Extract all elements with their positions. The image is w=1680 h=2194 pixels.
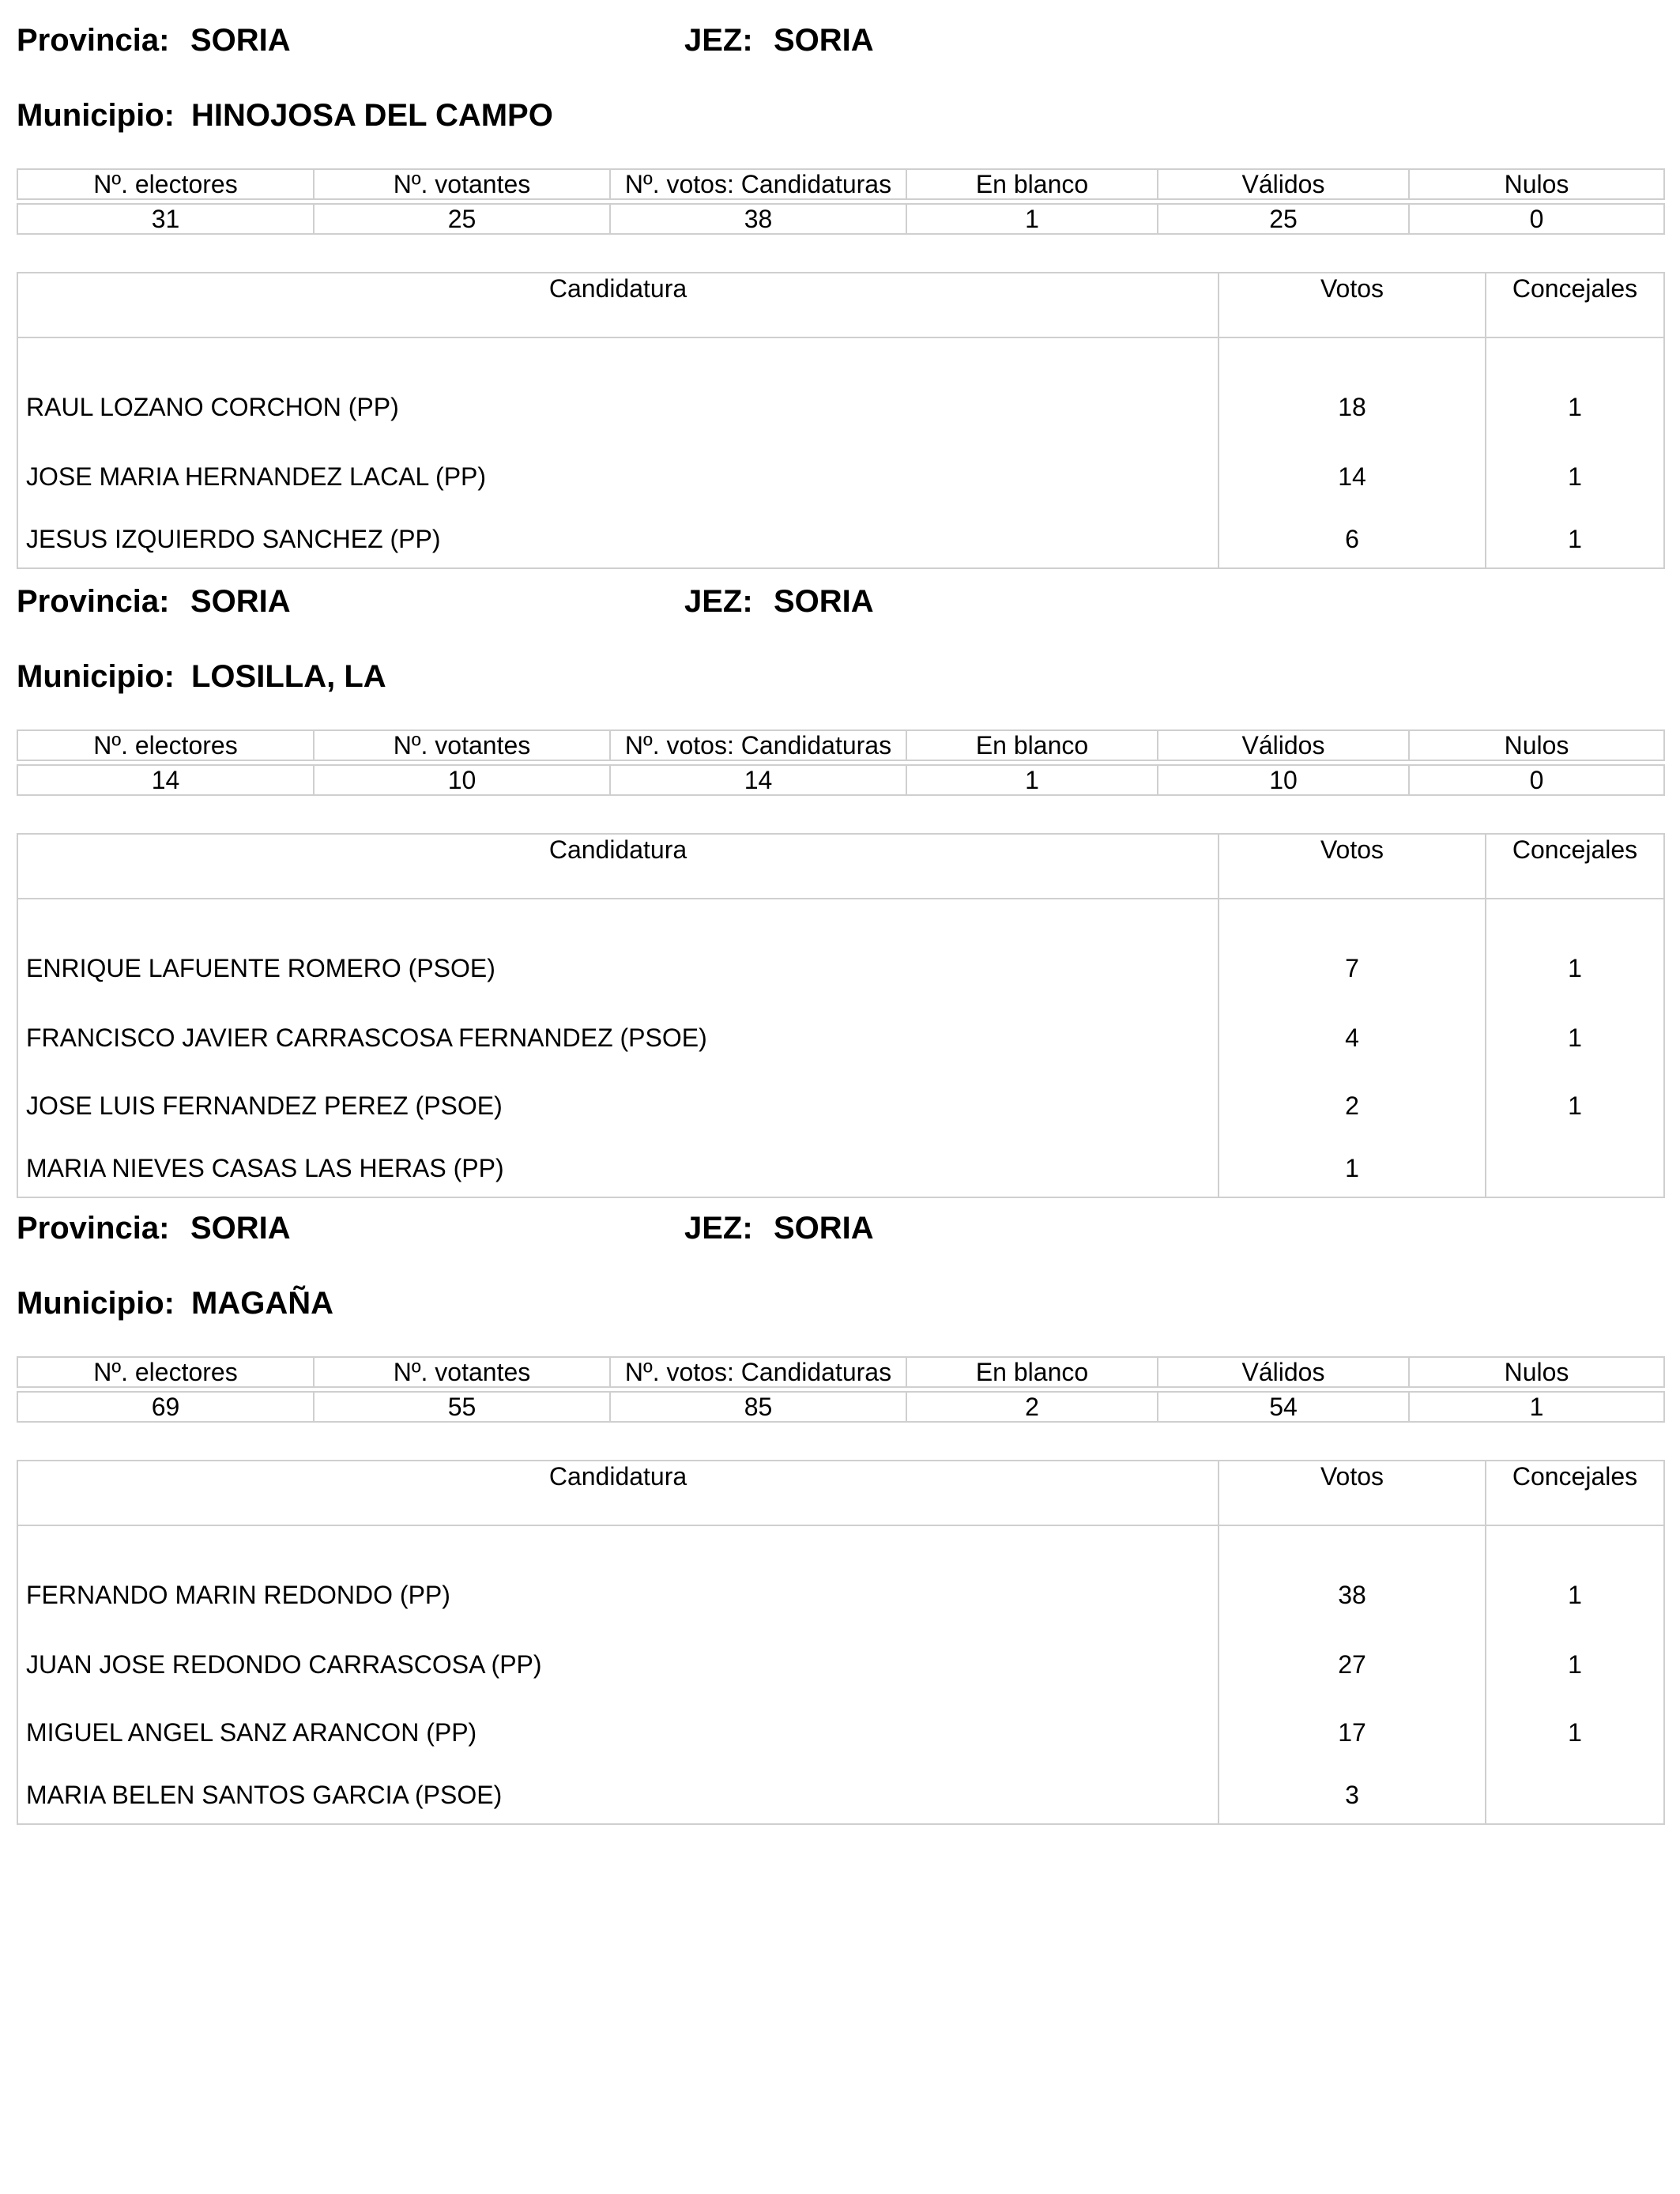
stat-value: 1 [906,765,1158,795]
candidates-table [17,833,1665,1198]
candidatura-header: Candidatura [17,834,1219,899]
candidate-concejales: 1 [1486,511,1664,568]
provincia-value: SORIA [190,1211,291,1246]
jez-value: SORIA [774,1211,874,1246]
stat-value: 2 [906,1392,1158,1422]
municipio-value: LOSILLA, LA [191,659,386,694]
stat-header: Nulos [1409,730,1664,760]
candidate-votos: 27 [1219,1630,1486,1698]
stat-value: 14 [610,765,906,795]
candidate-row [17,511,1664,568]
candidate-concejales: 1 [1486,1004,1664,1072]
candidate-name: FRANCISCO JAVIER CARRASCOSA FERNANDEZ (PSOE) [17,1004,1219,1072]
municipality-section [17,561,1663,1198]
stat-header: Nº. electores [17,169,314,199]
municipio-label: Municipio: [17,659,175,694]
stat-value: 10 [1158,765,1409,795]
jez-value: SORIA [774,584,874,619]
candidate-votos: 6 [1219,511,1486,568]
stat-value: 10 [314,765,610,795]
candidate-row [17,1072,1664,1140]
candidate-row [17,1766,1664,1824]
candidate-row [17,1004,1664,1072]
stats-value-row [17,204,1664,234]
candidate-name: ENRIQUE LAFUENTE ROMERO (PSOE) [17,899,1219,1004]
stat-value: 55 [314,1392,610,1422]
stat-header: Nº. votantes [314,169,610,199]
votos-header: Votos [1219,273,1486,337]
stat-header: Nº. votos: Candidaturas [610,730,906,760]
candidates-header-row [17,834,1664,899]
concejales-header: Concejales [1486,1461,1664,1525]
stat-value: 25 [1158,204,1409,234]
section-header [17,0,1663,150]
stats-header-row [17,1357,1664,1387]
stat-header: En blanco [906,730,1158,760]
municipality-section [17,0,1663,569]
candidate-name: MARIA BELEN SANTOS GARCIA (PSOE) [17,1766,1219,1824]
stat-value: 31 [17,204,314,234]
candidate-votos: 14 [1219,443,1486,511]
candidate-row [17,443,1664,511]
stat-value: 85 [610,1392,906,1422]
concejales-header: Concejales [1486,834,1664,899]
jez-label: JEZ: [684,1211,753,1246]
candidate-concejales: 1 [1486,443,1664,511]
stat-value: 25 [314,204,610,234]
provincia-value: SORIA [190,23,291,58]
candidate-votos: 38 [1219,1525,1486,1630]
municipio-label: Municipio: [17,1286,175,1321]
candidate-concejales: 1 [1486,899,1664,1004]
provincia-label: Provincia: [17,1211,170,1246]
stats-value-row [17,1392,1664,1422]
candidate-votos: 18 [1219,337,1486,443]
candidatura-header: Candidatura [17,1461,1219,1525]
stat-value: 0 [1409,204,1664,234]
stat-value: 69 [17,1392,314,1422]
stats-header-row [17,169,1664,199]
candidate-concejales: 1 [1486,337,1664,443]
stat-header: En blanco [906,1357,1158,1387]
jez-label: JEZ: [684,23,753,58]
candidate-concejales: 1 [1486,1525,1664,1630]
candidate-name: RAUL LOZANO CORCHON (PP) [17,337,1219,443]
municipio-label: Municipio: [17,98,175,133]
stat-value: 1 [906,204,1158,234]
stat-header: Nulos [1409,1357,1664,1387]
stats-value-row [17,765,1664,795]
concejales-header: Concejales [1486,273,1664,337]
candidate-name: FERNANDO MARIN REDONDO (PP) [17,1525,1219,1630]
candidate-votos: 7 [1219,899,1486,1004]
candidate-concejales: 1 [1486,1072,1664,1140]
provincia-label: Provincia: [17,584,170,619]
candidate-name: JUAN JOSE REDONDO CARRASCOSA (PP) [17,1630,1219,1698]
candidate-name: JOSE MARIA HERNANDEZ LACAL (PP) [17,443,1219,511]
candidate-name: MIGUEL ANGEL SANZ ARANCON (PP) [17,1698,1219,1766]
stat-header: Nº. electores [17,1357,314,1387]
municipality-section [17,1188,1663,1825]
stat-header: Válidos [1158,730,1409,760]
section-header [17,561,1663,711]
votos-header: Votos [1219,1461,1486,1525]
votos-header: Votos [1219,834,1486,899]
candidate-concejales: 1 [1486,1630,1664,1698]
candidates-header-row [17,273,1664,337]
stat-header: Nº. votantes [314,1357,610,1387]
stat-value: 38 [610,204,906,234]
candidates-header-row [17,1461,1664,1525]
candidate-row [17,1525,1664,1630]
stats-table [17,729,1665,796]
candidate-concejales: 1 [1486,1698,1664,1766]
stat-header: Nulos [1409,169,1664,199]
stat-header: Nº. votos: Candidaturas [610,169,906,199]
stat-value: 54 [1158,1392,1409,1422]
stat-header: Válidos [1158,169,1409,199]
candidate-name: MARIA NIEVES CASAS LAS HERAS (PP) [17,1140,1219,1197]
stat-header: En blanco [906,169,1158,199]
jez-label: JEZ: [684,584,753,619]
stat-value: 1 [1409,1392,1664,1422]
section-header [17,1188,1663,1338]
stat-header: Nº. votos: Candidaturas [610,1357,906,1387]
candidate-votos: 4 [1219,1004,1486,1072]
candidates-table [17,272,1665,569]
jez-value: SORIA [774,23,874,58]
candidate-votos: 2 [1219,1072,1486,1140]
stats-header-row [17,730,1664,760]
stat-value: 14 [17,765,314,795]
provincia-value: SORIA [190,584,291,619]
stat-value: 0 [1409,765,1664,795]
candidates-table [17,1460,1665,1825]
candidate-row [17,1630,1664,1698]
stat-header: Válidos [1158,1357,1409,1387]
candidate-votos: 3 [1219,1766,1486,1824]
stat-header: Nº. votantes [314,730,610,760]
municipio-value: HINOJOSA DEL CAMPO [191,98,553,133]
candidate-concejales [1486,1766,1664,1824]
candidate-name: JESUS IZQUIERDO SANCHEZ (PP) [17,511,1219,568]
stat-header: Nº. electores [17,730,314,760]
candidate-row [17,899,1664,1004]
candidate-name: JOSE LUIS FERNANDEZ PEREZ (PSOE) [17,1072,1219,1140]
candidate-row [17,1698,1664,1766]
stats-table [17,168,1665,235]
candidate-row [17,337,1664,443]
provincia-label: Provincia: [17,23,170,58]
candidate-votos: 1 [1219,1140,1486,1197]
candidate-votos: 17 [1219,1698,1486,1766]
stats-table [17,1356,1665,1423]
municipio-value: MAGAÑA [191,1286,333,1321]
candidatura-header: Candidatura [17,273,1219,337]
